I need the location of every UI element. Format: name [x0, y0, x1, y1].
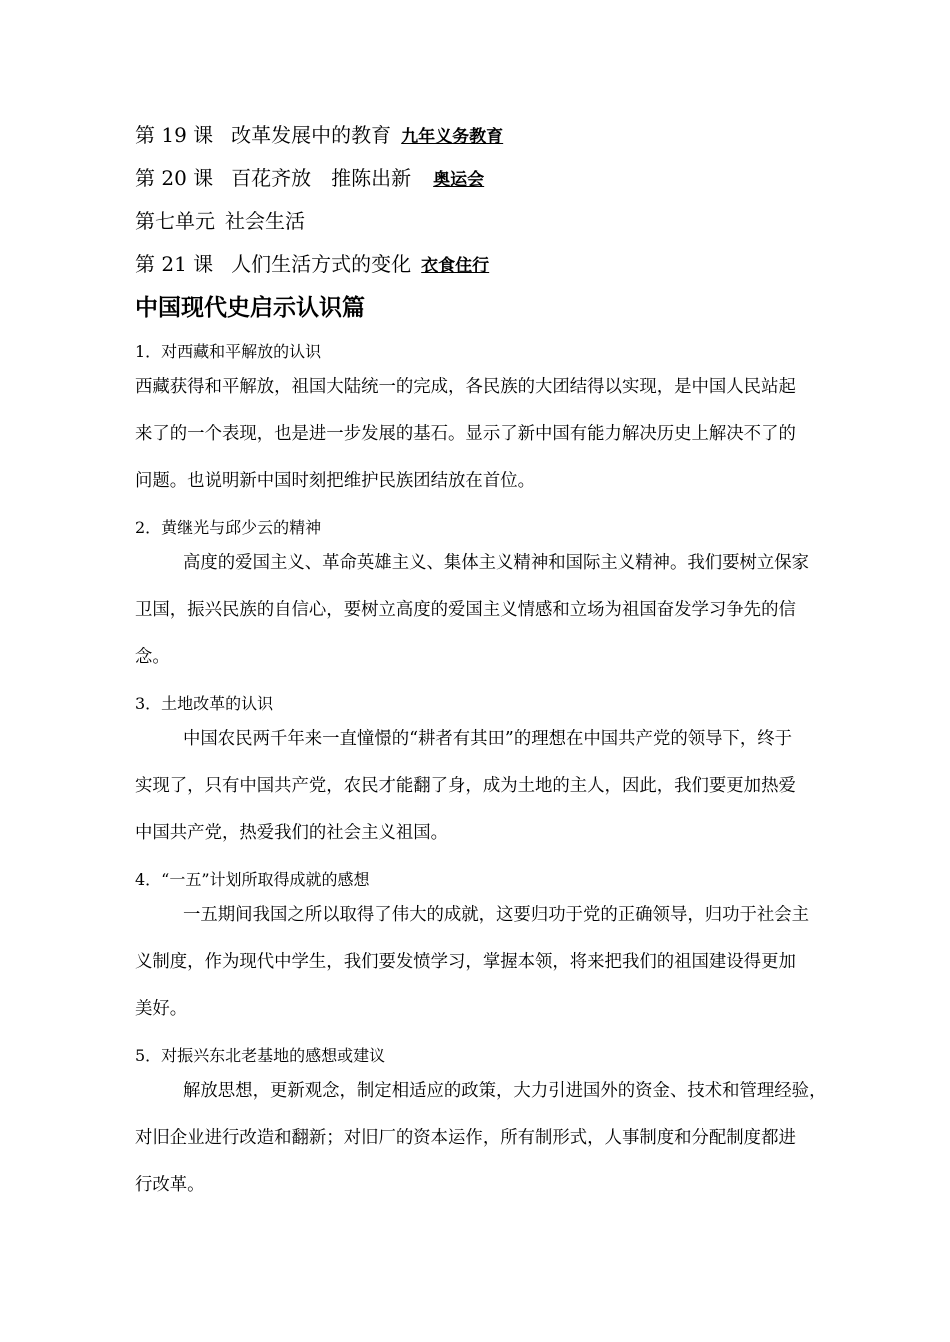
item-line: 实现了，只有中国共产党，农民才能翻了身，成为土地的主人，因此，我们要更加热爱 [135, 776, 796, 796]
item-title: 3．土地改革的认识 [135, 694, 274, 713]
lesson-20 [135, 162, 484, 191]
lesson-keyword: 九年义务教育 [401, 127, 504, 147]
lesson-title: 百花齐放 推陈出新 [231, 166, 412, 190]
lesson-keyword: 奥运会 [433, 170, 485, 190]
item-line: 中国农民两千年来一直憧憬的“耕者有其田”的理想在中国共产党的领导下，终于 [183, 729, 793, 749]
unit-title: 社会生活 [225, 209, 305, 233]
item-line: 高度的爱国主义、革命英雄主义、集体主义精神和国际主义精神。我们要树立保家 [183, 553, 810, 573]
lesson-keyword: 衣食住行 [421, 256, 490, 276]
item-title: 2．黄继光与邱少云的精神 [135, 518, 322, 537]
item-line: 行改革。 [135, 1175, 205, 1195]
lesson-number: 第 21 课 [135, 252, 214, 276]
lesson-number: 第 19 课 [135, 123, 214, 147]
lesson-21 [135, 248, 489, 277]
item-line: 卫国，振兴民族的自信心，要树立高度的爱国主义情感和立场为祖国奋发学习争先的信 [135, 600, 796, 620]
unit-number: 第七单元 [135, 209, 215, 233]
lesson-title: 人们生活方式的变化 [231, 252, 412, 276]
lesson-19 [135, 119, 503, 148]
item-line: 义制度，作为现代中学生，我们要发愤学习，掌握本领，将来把我们的祖国建设得更加 [135, 952, 796, 972]
item-line: 问题。也说明新中国时刻把维护民族团结放在首位。 [135, 471, 535, 491]
item-line: 念。 [135, 647, 170, 667]
item-line: 中国共产党，热爱我们的社会主义祖国。 [135, 823, 449, 843]
item-line: 美好。 [135, 999, 188, 1019]
item-line: 一五期间我国之所以取得了伟大的成就，这要归功于党的正确领导，归功于社会主 [183, 905, 810, 925]
item-line: 对旧企业进行改造和翻新；对旧厂的资本运作，所有制形式，人事制度和分配制度都进 [135, 1128, 796, 1148]
unit-7 [135, 205, 305, 234]
item-line: 来了的一个表现，也是进一步发展的基石。显示了新中国有能力解决历史上解决不了的 [135, 424, 796, 444]
item-line: 解放思想，更新观念，制定相适应的政策，大力引进国外的资金、技术和管理经验， [183, 1081, 827, 1101]
item-title: 5．对振兴东北老基地的感想或建议 [135, 1046, 386, 1065]
lesson-title: 改革发展中的教育 [231, 123, 392, 147]
item-line: 西藏获得和平解放，祖国大陆统一的完成，各民族的大团结得以实现，是中国人民站起 [135, 377, 796, 397]
section-title: 中国现代史启示认识篇 [135, 295, 365, 321]
lesson-number: 第 20 课 [135, 166, 214, 190]
item-title: 4．“一五”计划所取得成就的感想 [135, 870, 370, 889]
item-title: 1．对西藏和平解放的认识 [135, 342, 322, 361]
